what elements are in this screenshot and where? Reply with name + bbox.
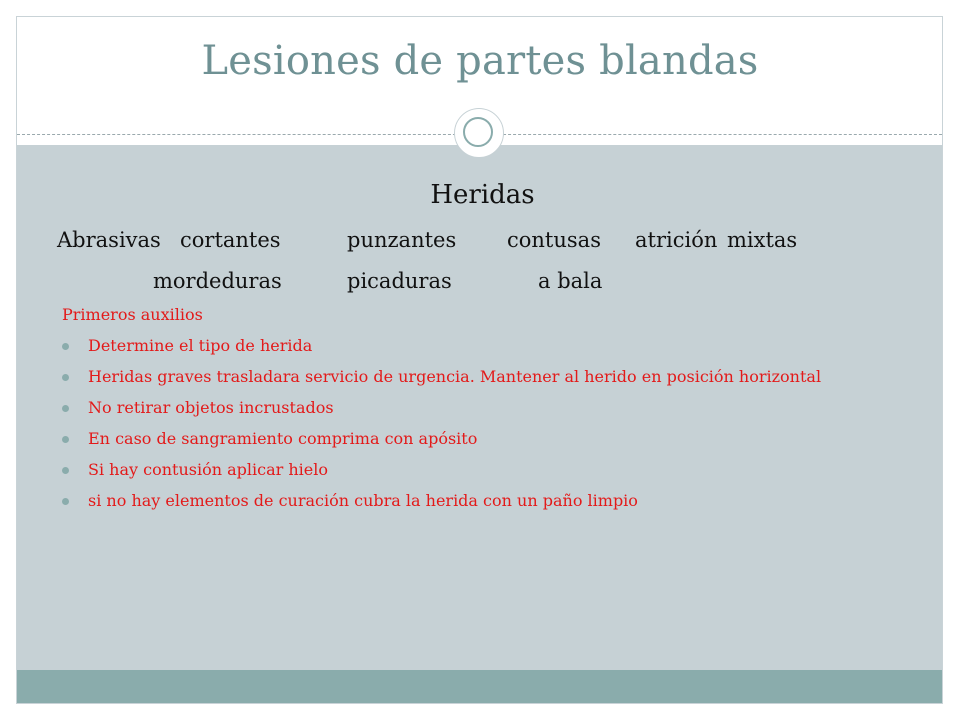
list-item	[62, 398, 842, 418]
wound-type: a bala	[538, 269, 603, 293]
first-aid-heading: Primeros auxilios	[62, 305, 203, 324]
list-item-text: si no hay elementos de curación cubra la herida con un paño limpio	[88, 491, 638, 510]
section-subtitle: Heridas	[430, 180, 535, 210]
wound-type: cortantes	[180, 228, 281, 252]
circle-ornament-icon	[455, 109, 503, 157]
list-item-text: No retirar objetos incrustados	[88, 398, 334, 417]
wound-type: mordeduras	[153, 269, 282, 293]
bullet-icon	[62, 467, 69, 474]
first-aid-list	[62, 336, 842, 522]
list-item	[62, 367, 842, 387]
wound-type: mixtas	[727, 228, 798, 252]
list-item-text: En caso de sangramiento comprima con apósito	[88, 429, 478, 448]
bullet-icon	[62, 498, 69, 505]
bullet-icon	[62, 374, 69, 381]
bullet-icon	[62, 343, 69, 350]
list-item	[62, 429, 842, 449]
list-item-text: Si hay contusión aplicar hielo	[88, 460, 329, 479]
bullet-icon	[62, 405, 69, 412]
wound-type: atrición	[635, 228, 718, 252]
list-item	[62, 460, 842, 480]
list-item	[62, 336, 842, 356]
wound-type: picaduras	[347, 269, 452, 293]
list-item-text: Determine el tipo de herida	[88, 336, 313, 355]
bullet-icon	[62, 436, 69, 443]
wound-type: punzantes	[347, 228, 457, 252]
circle-ornament-inner	[463, 117, 493, 147]
wound-type: contusas	[507, 228, 601, 252]
wound-type: Abrasivas	[57, 228, 161, 252]
list-item	[62, 491, 842, 511]
slide-title: Lesiones de partes blandas	[201, 38, 759, 84]
list-item-text: Heridas graves trasladara servicio de urgencia. Mantener al herido en posición horizontal	[88, 367, 822, 386]
